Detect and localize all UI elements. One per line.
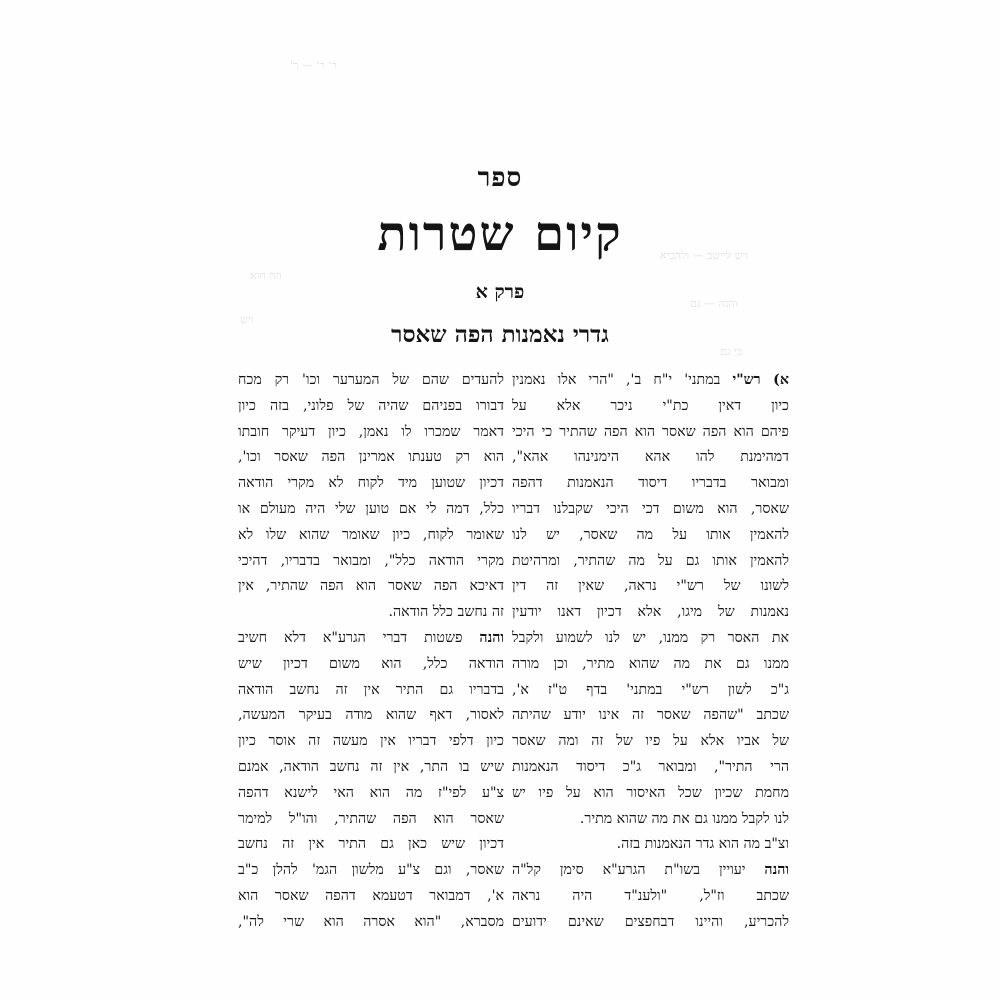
line-text: וצ"ב מה הוא גדר הנאמנות בזה. <box>616 836 789 853</box>
line-text: של אביו אלא על פיו של זה ומה שאסר <box>512 733 789 750</box>
text-line <box>512 368 789 394</box>
text-line <box>512 678 789 704</box>
bleed-through-text: ר' ר' — ר' <box>290 59 337 72</box>
text-line <box>512 600 789 626</box>
text-line <box>512 807 789 833</box>
text-line <box>512 497 789 523</box>
line-text: הוא רק טענתו אמרינן הפה שאסר וכו', <box>238 449 504 466</box>
text-line <box>238 755 504 781</box>
line-text: מחמת שכיון שכל האיסור הוא על פיו יש <box>512 784 789 801</box>
text-line <box>238 678 504 704</box>
text-line <box>238 729 504 755</box>
text-line <box>238 394 504 420</box>
line-text: כלל, דמה לי אם טוען שלי היה מעולם או <box>238 500 504 517</box>
text-line <box>238 703 504 729</box>
text-line <box>238 858 504 884</box>
line-text: לאסור, דאף שהוא מודה בעיקר המעשה, <box>238 707 504 724</box>
text-line <box>238 420 504 446</box>
text-line <box>238 445 504 471</box>
line-text: דאיכא הפה שאסר הוא הפה שהתיר, אין <box>238 578 504 595</box>
bleed-through-text: וזה הוא <box>250 269 282 282</box>
line-text: ממנו גם את מה שהוא מתיר, וכן מורה <box>512 655 789 672</box>
text-line <box>512 549 789 575</box>
line-text: דבורו בפניהם שהיה של פלוני, בזה כיון <box>238 397 504 414</box>
text-line <box>238 832 504 858</box>
line-text: דכיון שיש כאן גם התיר אין זה נחשב <box>238 836 504 853</box>
text-line <box>238 884 504 910</box>
text-line <box>238 497 504 523</box>
text-line <box>512 858 789 884</box>
text-line <box>238 471 504 497</box>
line-text: הודאה כלל, הוא משום דכיון שיש <box>238 655 504 672</box>
bleed-through-text: כי גם <box>720 345 743 358</box>
line-text: שאסר הוא הפה שהתיר, והו"ל למימר <box>238 810 504 827</box>
text-line <box>512 781 789 807</box>
text-line <box>238 549 504 575</box>
paragraph-lead-word: א) רש"י <box>732 372 789 388</box>
text-line <box>512 523 789 549</box>
text-line <box>512 574 789 600</box>
line-text: שכתב "שהפה שאסר זה אינו יודע שהיתה <box>512 707 789 724</box>
line-text: שיש בו התר, אין זה נחשב הודאה, אמנם <box>238 758 504 775</box>
text-line <box>512 652 789 678</box>
line-text: דכיון שטוען מיד לקוח לא מקרי הודאה <box>238 475 504 492</box>
text-line <box>512 703 789 729</box>
text-line <box>238 807 504 833</box>
text-line <box>238 910 504 936</box>
paragraph-lead-word: והנה <box>764 862 789 879</box>
line-text: להאמין אותו על מה שאסר, יש לנו <box>512 526 789 543</box>
line-text: צ"ע לפי"ז מה הוא האי לישנא דהפה <box>238 784 504 801</box>
line-text: יעויין בשו"ת הגרע"א סימן קל"ה <box>512 862 765 879</box>
text-line <box>512 729 789 755</box>
text-line <box>512 755 789 781</box>
line-text: דמהימנת להו אהא הימנינהו אהא", <box>512 449 789 466</box>
line-text: דאמר שמכרו לו נאמן, כיון דעיקר חובתו <box>238 423 504 440</box>
line-text: ג"כ לשון רש"י במתני' בדף ט"ז א', <box>512 681 789 698</box>
line-text: הרי התיר", ומבואר ג"כ דיסוד הנאמנות <box>512 758 789 775</box>
line-text: להאמין אותו גם על מה שהתיר, ומרהיטת <box>512 552 789 569</box>
section-title: גדרי נאמנות הפה שאסר <box>391 321 609 348</box>
text-line <box>238 781 504 807</box>
line-text: מסברא, "הוא אסרה הוא שרי לה", <box>238 913 504 930</box>
bleed-through-text: ויש ליישב — ולהביא <box>660 249 749 262</box>
line-text: פיהם הוא הפה שאסר הוא הפה שהתיר כי היכי <box>512 423 789 440</box>
text-column-left <box>238 368 504 936</box>
line-text: פשטות דברי הגרע"א דלא חשיב <box>238 629 480 646</box>
bleed-through-text: והנה — גם <box>690 297 738 310</box>
line-text: מקרי הודאה כלל", ומבואר בדבריו, דהיכי <box>238 552 504 569</box>
book-title: קיום שטרות <box>377 206 623 262</box>
line-text: בדבריו גם התיר אין זה נחשב הודאה <box>238 681 504 698</box>
line-text: כיון דאין כת"י ניכר אלא על <box>512 397 789 414</box>
line-text: להכריע, והיינו דבחפצים שאינם ידועים <box>512 913 789 930</box>
text-line <box>512 626 789 652</box>
line-text: זה נחשב כלל הודאה. <box>388 604 504 621</box>
text-line <box>512 910 789 936</box>
line-text: לשונו של רש"י נראה, שאין זה דין <box>512 578 789 595</box>
text-line <box>512 832 789 858</box>
chapter-heading: פרק א <box>475 281 525 303</box>
line-text: ומבואר בדבריו דיסוד הנאמנות דהפה <box>512 475 789 492</box>
text-line <box>512 445 789 471</box>
text-column-right <box>512 368 789 936</box>
line-text: להעדים שהם של המערער וכו' רק מכח <box>238 372 504 388</box>
text-line <box>238 652 504 678</box>
line-text: שכתב וז"ל, "ולענ"ד היה נראה <box>512 887 789 904</box>
line-text: במתני' י"ח ב', "הרי אלו נאמנין <box>512 372 733 388</box>
text-line <box>512 471 789 497</box>
line-text: נאמנות של מיגו, אלא דכיון דאנו יודעין <box>512 604 789 621</box>
text-line <box>512 394 789 420</box>
bleed-through-text: ויש <box>240 313 254 326</box>
book-label: ספר <box>477 163 523 193</box>
line-text: לנו לקבל ממנו גם את מה שהוא מתיר. <box>579 810 789 827</box>
text-line <box>238 368 504 394</box>
line-text: שאסר, וגם צ"ע מלשון הגמ' להלן כ"ב <box>238 862 504 879</box>
line-text: א', דמבואר דטעמא דהפה שאסר הוא <box>238 887 504 904</box>
line-text: כיון דלפי דבריו אין מעשה זה אוסר כיון <box>238 733 504 750</box>
text-line <box>238 574 504 600</box>
text-line <box>512 420 789 446</box>
line-text: שאומר לקוח, כיון שאומר שהוא שלו לא <box>238 526 504 543</box>
paragraph-lead-word: והנה <box>479 629 504 646</box>
text-line <box>238 626 504 652</box>
text-line <box>238 600 504 626</box>
line-text: שאסר, הוא משום דכי היכי שקבלנו דבריו <box>512 500 789 517</box>
line-text: את האסר רק ממנו, יש לנו לשמוע ולקבל <box>512 629 789 646</box>
text-line <box>238 523 504 549</box>
text-line <box>512 884 789 910</box>
